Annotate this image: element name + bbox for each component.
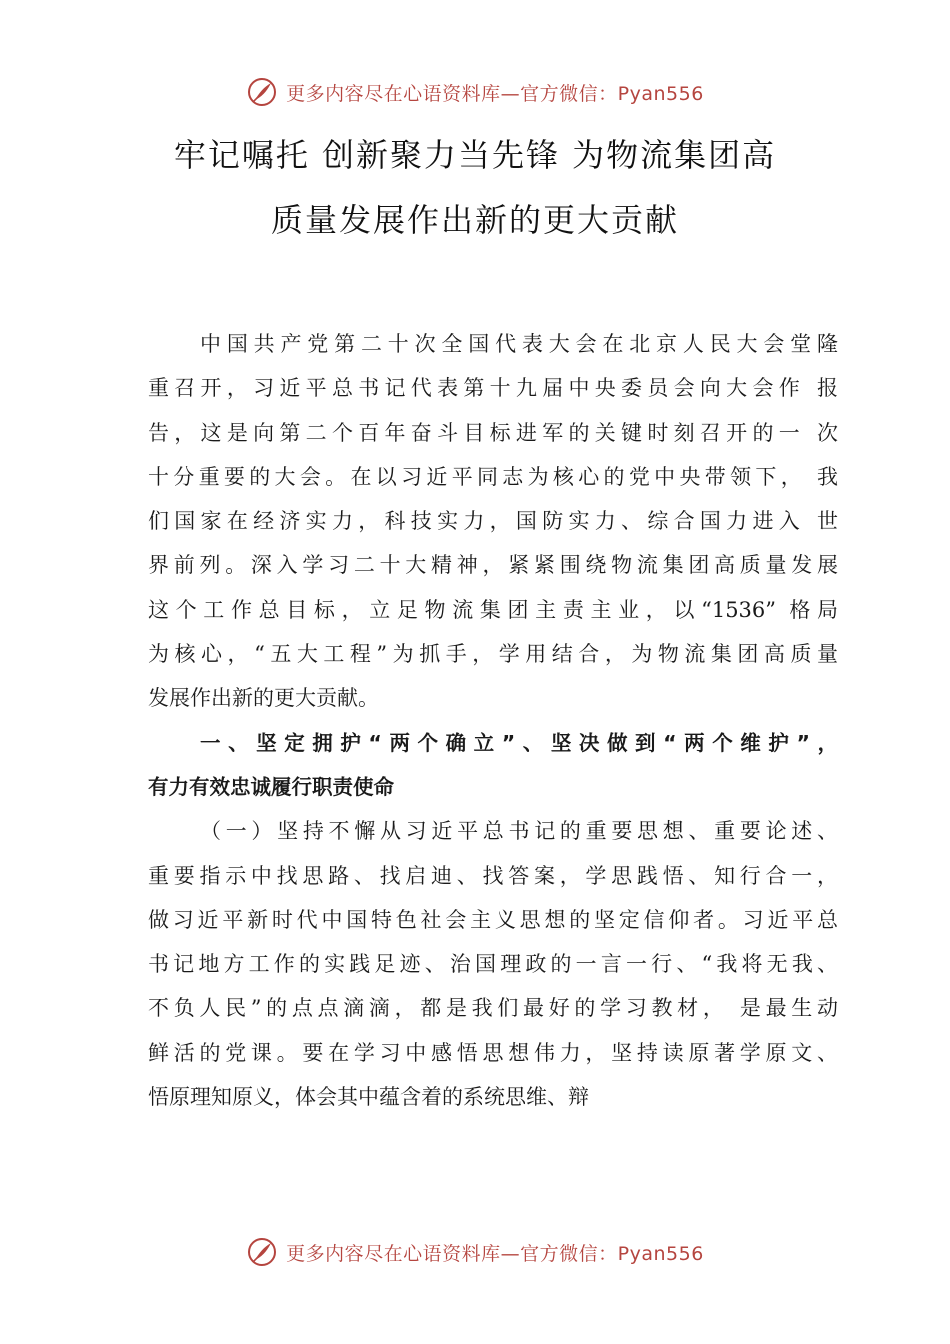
document-title-line-2: 质量发展作出新的更大贡献 xyxy=(270,201,679,239)
text-line: 界前列。深入学习二十大精神，紧紧围绕物流集团高质量发展 xyxy=(148,553,838,578)
text-line: 鲜活的党课。要在学习中感悟思想伟力，坚持读原著学原文、 xyxy=(148,1040,838,1065)
text-line: 这个工作总目标，立足物流集团主责主业，以“1536” 格局 xyxy=(148,597,838,622)
text-line: 做习近平新时代中国特色社会主义思想的坚定信仰者。习近平总 xyxy=(148,907,838,932)
text-line: （一）坚持不懈从习近平总书记的重要思想、重要论述、 xyxy=(200,819,838,844)
header-banner xyxy=(0,72,950,112)
intro-paragraph xyxy=(148,322,838,721)
footer-banner xyxy=(0,1232,950,1272)
banner-text: 更多内容尽在心语资料库—官方微信：Pyan556 xyxy=(286,1242,704,1265)
text-line: 悟原理知原义，体会其中蕴含着的系统思维、辩 xyxy=(148,1085,589,1110)
heading-line: 一、坚定拥护“两个确立”、坚决做到“两个维护”， xyxy=(200,730,838,755)
heading-line: 有力有效忠诚履行职责使命 xyxy=(148,774,394,799)
feather-quill-logo-icon xyxy=(246,1236,278,1268)
text-line: 发展作出新的更大贡献。 xyxy=(148,686,379,711)
document-body xyxy=(148,322,838,1119)
feather-quill-logo-icon xyxy=(246,76,278,108)
text-line: 们国家在经济实力，科技实力，国防实力、综合国力进入 世 xyxy=(148,509,838,534)
document-title-line-1: 牢记嘱托 创新聚力当先锋 为物流集团高 xyxy=(173,136,777,174)
text-line: 重召开，习近平总书记代表第十九届中央委员会向大会作 报 xyxy=(148,376,838,401)
text-line: 不负人民”的点点滴滴，都是我们最好的学习教材， 是最生动 xyxy=(148,996,838,1021)
text-line: 书记地方工作的实践足迹、治国理政的一言一行、“我将无我、 xyxy=(148,952,838,977)
section-1-paragraph xyxy=(148,809,838,1119)
section-heading-1 xyxy=(148,721,838,810)
text-line: 重要指示中找思路、找启迪、找答案，学思践悟、知行合一， xyxy=(148,863,838,888)
text-line: 十分重要的大会。在以习近平同志为核心的党中央带领下， 我 xyxy=(148,464,838,489)
text-line: 告，这是向第二个百年奋斗目标进军的关键时刻召开的一 次 xyxy=(148,420,838,445)
text-line: 为核心，“五大工程”为抓手，学用结合，为物流集团高质量 xyxy=(148,642,838,667)
banner-text: 更多内容尽在心语资料库—官方微信：Pyan556 xyxy=(286,82,704,105)
text-line: 中国共产党第二十次全国代表大会在北京人民大会堂隆 xyxy=(200,332,838,356)
